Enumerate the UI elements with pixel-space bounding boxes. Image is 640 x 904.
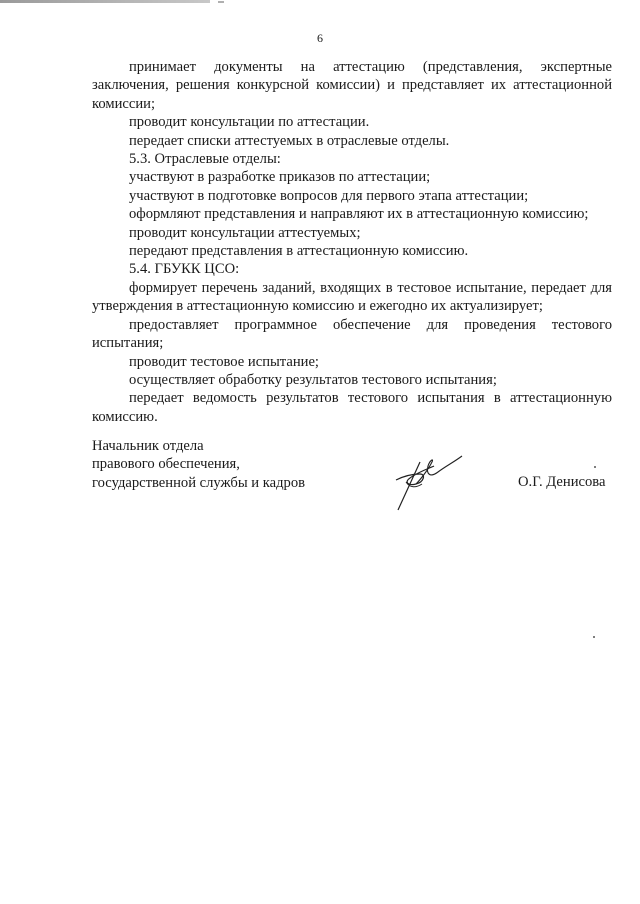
paragraph: проводит консультации аттестуемых; <box>129 224 361 241</box>
signatory-title-line: Начальник отдела <box>92 438 204 454</box>
document-body <box>92 58 612 426</box>
section-heading: 5.4. ГБУКК ЦСО: <box>129 261 240 278</box>
scan-dot <box>593 636 595 638</box>
signatory-title <box>92 437 305 492</box>
scan-dot <box>594 466 596 468</box>
section-heading: 5.3. Отраслевые отделы: <box>129 151 281 168</box>
handwritten-signature <box>390 452 470 512</box>
paragraph: формирует перечень заданий, входящих в тестовое испытание, передает для утверждения в аттестационную комиссию и ежегодно их актуализирует; <box>92 279 612 315</box>
page-number: 6 <box>317 31 323 45</box>
paragraph: проводит консультации по аттестации. <box>129 114 370 131</box>
paragraph: участвуют в подготовке вопросов для первого этапа аттестации; <box>129 187 529 204</box>
scan-edge-mark-small <box>218 1 224 3</box>
signatory-title-line: правового обеспечения, <box>92 456 240 473</box>
paragraph: принимает документы на аттестацию (представления, экспертные заключения, решения конкурсной комиссии) и представляет их аттестационной комиссии; <box>92 59 612 112</box>
paragraph: передают представления в аттестационную комиссию. <box>129 243 469 260</box>
paragraph: передает ведомость результатов тестового испытания в аттестационную комиссию. <box>92 390 612 425</box>
paragraph: осуществляет обработку результатов тестового испытания; <box>129 371 497 388</box>
paragraph: участвуют в разработке приказов по аттестации; <box>129 169 431 186</box>
paragraph: оформляют представления и направляют их в аттестационную комиссию; <box>129 206 589 223</box>
scan-edge-mark <box>0 0 210 3</box>
paragraph: передает списки аттестуемых в отраслевые отделы. <box>129 132 450 149</box>
paragraph: предоставляет программное обеспечение для проведения тестового испытания; <box>92 316 612 352</box>
signatory-title-line: государственной службы и кадров <box>92 474 306 491</box>
paragraph: проводит тестовое испытание; <box>129 353 319 370</box>
signatory-name: О.Г. Денисова <box>518 474 606 490</box>
